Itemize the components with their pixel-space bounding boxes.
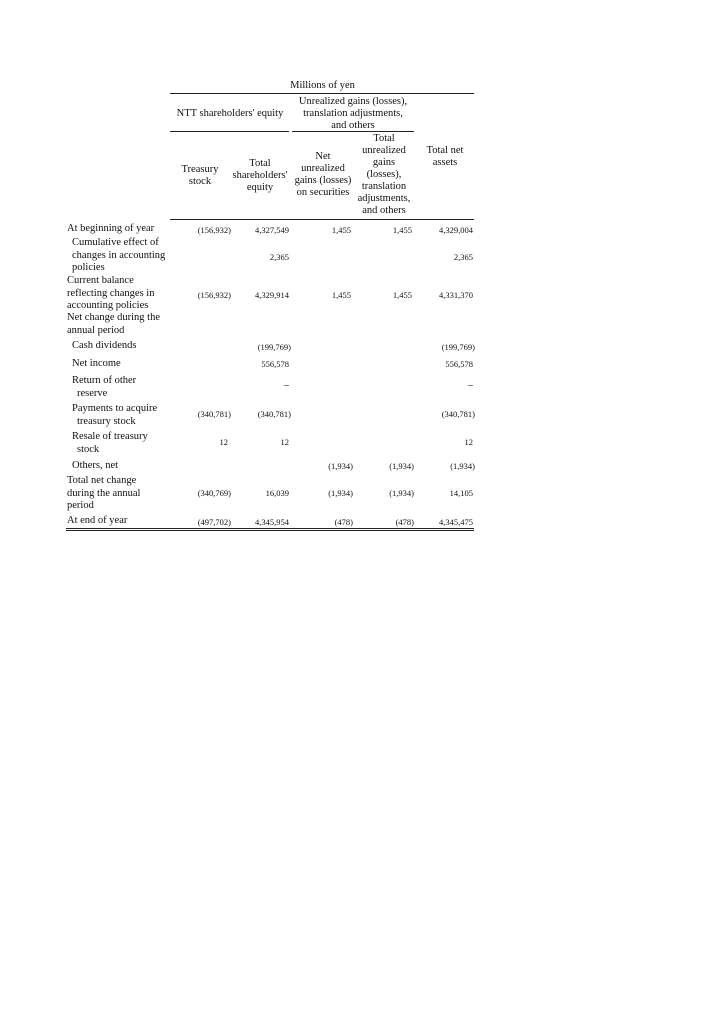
group-header-ntt: NTT shareholders' equity — [176, 108, 284, 119]
cell-value: 556,578 — [445, 359, 473, 369]
unit-header: Millions of yen — [290, 80, 355, 91]
group-unrealized-line: translation adjustments, — [303, 108, 403, 119]
row-label-line: Others, net — [72, 460, 119, 471]
col-header-line: (losses), — [366, 169, 402, 180]
table-bottom-rule-double — [66, 530, 474, 531]
cell-value: 4,331,370 — [439, 290, 473, 300]
cell-value: (497,702) — [197, 517, 231, 527]
cell-value: 4,329,004 — [439, 225, 473, 235]
cell-value: (1,934) — [328, 461, 353, 471]
row-label-line: changes in accounting — [72, 249, 166, 261]
row-label-line: annual period — [67, 324, 125, 336]
cell-value: 2,365 — [269, 252, 289, 262]
col-header-line: stock — [188, 176, 212, 187]
cell-value: (340,769) — [197, 488, 231, 498]
row-label-line: Resale of treasury — [72, 431, 148, 442]
col-header-line: and others — [362, 205, 406, 216]
col-header-total-unrealized — [352, 133, 416, 217]
col-header-line: Net — [315, 151, 331, 162]
row-label-net-income — [72, 358, 182, 371]
cell-value: (1,934) — [389, 461, 414, 471]
cell-value: 4,327,549 — [255, 225, 289, 235]
table-bottom-rule — [66, 528, 474, 529]
row-label-net-change — [67, 312, 177, 337]
row-label-line: treasury stock — [77, 415, 136, 427]
row-label-line: Payments to acquire — [72, 403, 158, 414]
cell-value: – — [284, 380, 289, 391]
row-label-line: period — [67, 500, 94, 511]
cell-value: 2,365 — [453, 252, 473, 262]
col-header-line: translation — [361, 181, 407, 192]
row-label-cash-dividends — [72, 340, 182, 353]
cell-value: (156,932) — [197, 225, 231, 235]
cell-value: 12 — [280, 437, 289, 447]
cell-value: (1,934) — [389, 488, 414, 498]
row-label-line: during the annual — [67, 487, 141, 499]
col-header-line: unrealized — [362, 145, 406, 156]
cell-value: 556,578 — [261, 359, 289, 369]
cell-value: (478) — [334, 517, 353, 527]
cell-value: 4,329,914 — [255, 290, 289, 300]
col-header-line: adjustments, — [357, 193, 411, 204]
cell-value: 1,455 — [331, 225, 351, 235]
cell-value: (199,769) — [441, 342, 475, 352]
col-header-line: Total net — [426, 145, 464, 156]
cell-value: 12 — [219, 437, 228, 447]
row-label-line: Cumulative effect of — [72, 237, 159, 248]
col-header-line: on securities — [296, 187, 350, 198]
col-header-net-unrealized — [290, 151, 356, 199]
col-header-line: Treasury — [181, 164, 219, 175]
cell-value: (340,781) — [441, 409, 475, 419]
row-label-line: policies — [72, 262, 105, 273]
col-header-line: equity — [246, 182, 274, 193]
col-header-total-shareholders — [228, 158, 292, 194]
group-header-unrealized — [292, 96, 414, 132]
group-unrealized-line: Unrealized gains (losses), — [298, 96, 408, 107]
cell-value: 14,105 — [449, 488, 473, 498]
col-header-line: Total — [249, 158, 271, 169]
col-header-total-net-assets — [414, 145, 476, 169]
row-label-line: Net change during the — [67, 312, 161, 323]
row-label-line: Net income — [72, 358, 121, 369]
row-label-line: Cash dividends — [72, 340, 137, 351]
row-label-line: Current balance — [67, 275, 134, 286]
col-header-line: shareholders' — [232, 170, 288, 181]
cell-value: (1,934) — [328, 488, 353, 498]
cell-value: (199,769) — [257, 342, 291, 352]
col-header-treasury — [170, 164, 230, 188]
cell-value: (1,934) — [450, 461, 475, 471]
header-rule-top — [170, 93, 474, 94]
cell-value: – — [468, 380, 473, 391]
row-label-line: reflecting changes in — [67, 287, 155, 299]
cell-value: (156,932) — [197, 290, 231, 300]
cell-value: (478) — [395, 517, 414, 527]
cell-value: 4,345,954 — [255, 517, 289, 527]
col-header-line: Total — [373, 133, 395, 144]
row-label-others-net — [72, 460, 182, 473]
cell-value: (340,781) — [197, 409, 231, 419]
row-label-line: stock — [77, 443, 100, 455]
row-label-line: At end of year — [67, 515, 128, 526]
row-label-line: Total net change — [67, 475, 137, 486]
row-label-return-reserve — [72, 375, 182, 400]
row-label-cumulative — [72, 237, 182, 275]
col-header-line: gains — [372, 157, 396, 168]
header-rule-unrealized — [292, 131, 414, 132]
col-header-line: gains (losses) — [294, 175, 352, 186]
cell-value: 16,039 — [265, 488, 289, 498]
col-header-line: assets — [432, 157, 458, 168]
header-rule-ntt — [170, 131, 289, 132]
cell-value: (340,781) — [257, 409, 291, 419]
cell-value: 1,455 — [392, 290, 412, 300]
cell-value: 1,455 — [331, 290, 351, 300]
row-label-line: At beginning of year — [67, 223, 155, 234]
cell-value: 1,455 — [392, 225, 412, 235]
row-label-line: reserve — [77, 387, 108, 399]
group-unrealized-line: and others — [331, 120, 375, 131]
cell-value: 12 — [464, 437, 473, 447]
row-label-line: accounting policies — [67, 300, 149, 311]
header-rule-bottom — [170, 219, 474, 220]
cell-value: 4,345,475 — [439, 517, 473, 527]
col-header-line: unrealized — [301, 163, 345, 174]
row-label-line: Return of other — [72, 375, 137, 386]
